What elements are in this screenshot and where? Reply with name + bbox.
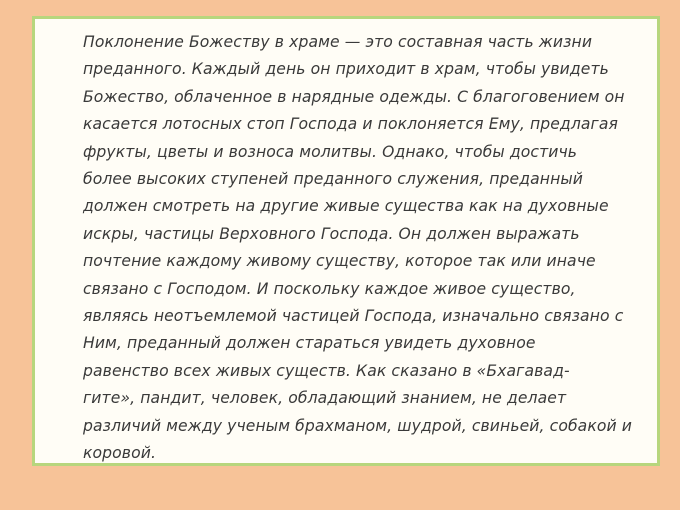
text-line: искры, частицы Верховного Господа. Он должен выражать bbox=[83, 224, 580, 243]
slide-frame bbox=[32, 16, 660, 466]
text-line: равенство всех живых существ. Как сказано в «Бхагавад- bbox=[83, 361, 570, 380]
text-line: должен смотреть на другие живые существа как на духовные bbox=[83, 197, 609, 216]
text-line: связано с Господом. И поскольку каждое живое существо, bbox=[83, 279, 576, 298]
text-line: различий между ученым брахманом, шудрой, свиньей, собакой и bbox=[83, 416, 633, 435]
text-line: более высоких ступеней преданного служения, преданный bbox=[83, 170, 584, 189]
text-line: являясь неотъемлемой частицей Господа, изначально связано с bbox=[83, 307, 624, 326]
text-line: касается лотосных стоп Господа и поклоняется Ему, предлагая bbox=[83, 115, 618, 134]
body-paragraph bbox=[83, 29, 658, 468]
text-line: фрукты, цветы и возноса молитвы. Однако, чтобы достичь bbox=[83, 142, 578, 161]
text-line: почтение каждому живому существу, которое так или иначе bbox=[83, 252, 596, 271]
text-line: гите», пандит, человек, обладающий знанием, не делает bbox=[83, 389, 567, 408]
text-line: Поклонение Божеству в храме — это составная часть жизни bbox=[83, 33, 593, 51]
text-line: Ним, преданный должен стараться увидеть духовное bbox=[83, 334, 536, 353]
text-line: Божество, облаченное в нарядные одежды. С благоговением он bbox=[83, 87, 625, 106]
text-line: коровой. bbox=[83, 444, 157, 463]
text-line: преданного. Каждый день он приходит в храм, чтобы увидеть bbox=[83, 60, 609, 79]
